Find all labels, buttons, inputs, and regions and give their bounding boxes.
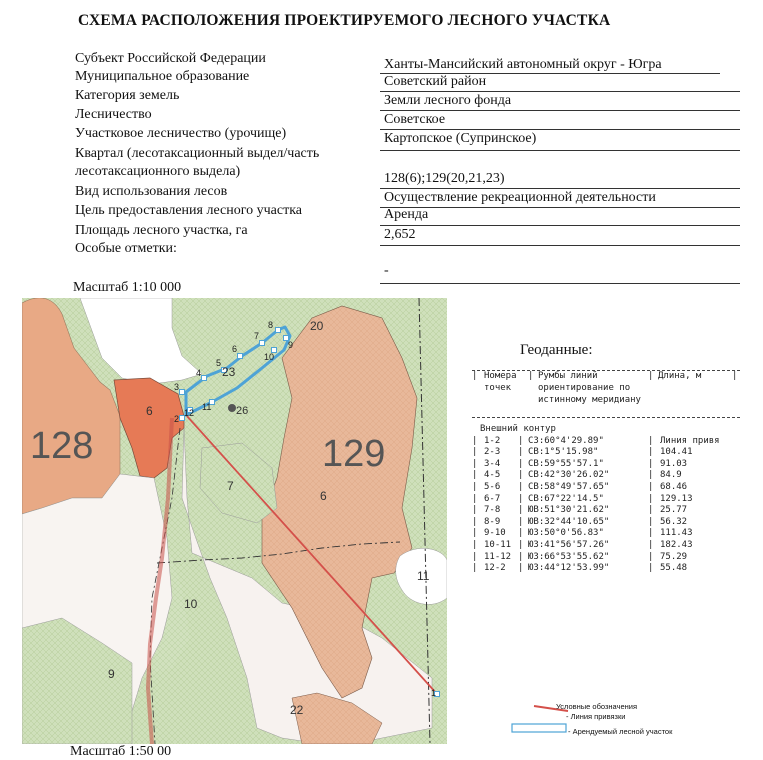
bar: | <box>472 458 478 469</box>
boundary-point-label: 2 <box>174 414 180 424</box>
segment-cell: 3-4 <box>484 458 501 469</box>
geodata-row <box>472 540 740 552</box>
underline <box>380 207 740 208</box>
geodata-table <box>472 370 740 575</box>
geodata-row <box>472 505 740 517</box>
segment-cell: 5-6 <box>484 481 501 492</box>
bar: | <box>648 563 654 574</box>
bar: | <box>648 447 654 458</box>
geodata-row <box>472 459 740 471</box>
bar: | <box>472 371 478 381</box>
segment-cell: 6-7 <box>484 493 501 504</box>
bar: | <box>518 481 524 492</box>
length-cell: 129.13 <box>660 493 693 504</box>
legend-area-label: - Арендуемый лесной участок <box>568 727 673 736</box>
bar: | <box>518 493 524 504</box>
underline <box>380 245 740 246</box>
underline <box>380 150 740 151</box>
document-title: СХЕМА РАСПОЛОЖЕНИЯ ПРОЕКТИРУЕМОГО ЛЕСНОГО УЧАСТКА <box>78 12 611 29</box>
geodata-row <box>472 552 740 564</box>
rumb-cell: СВ:58°49'57.65" <box>528 481 610 492</box>
bar: | <box>528 371 534 381</box>
legend-title: Условные обозначения <box>556 702 638 711</box>
plot-label-10: 10 <box>184 597 198 611</box>
length-cell: 25.77 <box>660 505 688 516</box>
boundary-point-label: 11 <box>202 402 212 412</box>
plot-label-26: 26 <box>236 405 249 417</box>
header-col2-line1: Румбы линий <box>538 371 598 381</box>
length-cell: 68.46 <box>660 481 688 492</box>
geodata-row <box>472 447 740 459</box>
underline <box>380 283 740 284</box>
bar: | <box>648 539 654 550</box>
marker-26 <box>228 404 236 412</box>
boundary-point-label: 7 <box>254 331 260 341</box>
bar: | <box>518 551 524 562</box>
bar: | <box>518 563 524 574</box>
bar: | <box>472 516 478 527</box>
bar: | <box>472 470 478 481</box>
length-cell: 111.43 <box>660 528 693 539</box>
label-forestry: Лесничество <box>75 107 152 122</box>
boundary-point-marker <box>260 341 265 346</box>
bar: | <box>648 458 654 469</box>
bar: | <box>472 481 478 492</box>
value-area: 2,652 <box>384 227 416 242</box>
bar: | <box>518 447 524 458</box>
geodata-row <box>472 494 740 506</box>
bar: | <box>648 371 654 381</box>
legend-area-swatch <box>512 724 566 732</box>
label-special-notes: Особые отметки: <box>75 241 177 256</box>
value-use-type: Осуществление рекреационной деятельности <box>384 190 656 205</box>
plot-label-6-west: 6 <box>146 404 153 418</box>
label-quarter-cont: лесотаксационного выдела) <box>75 164 241 179</box>
value-municipality: Советский район <box>384 74 487 89</box>
bar: | <box>518 470 524 481</box>
boundary-point-marker <box>202 376 207 381</box>
plot-label-23: 23 <box>222 365 236 379</box>
length-cell: 84.9 <box>660 470 682 481</box>
header-col2-line2: ориентирование по <box>538 383 631 393</box>
quarter-label-128: 128 <box>30 425 94 467</box>
bar: | <box>648 551 654 562</box>
value-forestry: Советское <box>384 112 446 127</box>
rumb-cell: СВ:42°30'26.02" <box>528 470 610 481</box>
quarter-label-129: 129 <box>322 433 386 475</box>
length-cell: 56.32 <box>660 516 688 527</box>
legend-line-label: - Линия привязки <box>566 712 626 721</box>
boundary-point-marker <box>276 328 281 333</box>
geodata-row <box>472 482 740 494</box>
boundary-point-label: 1 <box>431 688 437 698</box>
geodata-row <box>472 470 740 482</box>
bar: | <box>518 435 524 446</box>
boundary-point-label: 8 <box>268 320 274 330</box>
boundary-point-marker <box>238 354 243 359</box>
value-purpose: Аренда <box>384 207 429 222</box>
plot-label-11: 11 <box>417 569 430 583</box>
bar: | <box>648 528 654 539</box>
rumb-cell: ЮВ:32°44'10.65" <box>528 516 610 527</box>
scale-bottom: Масштаб 1:50 00 <box>70 744 172 759</box>
length-cell: 91.03 <box>660 458 688 469</box>
bar: | <box>518 516 524 527</box>
label-municipality: Муниципальное образование <box>75 69 250 84</box>
label-land-category: Категория земель <box>75 88 180 103</box>
bar: | <box>472 435 478 446</box>
segment-cell: 12-2 <box>484 563 506 574</box>
bar: | <box>518 539 524 550</box>
bar: | <box>648 516 654 527</box>
rumb-cell: СВ:1°5'15.98" <box>528 447 599 458</box>
plot-label-7: 7 <box>227 479 234 493</box>
header-col2-line3: истинному меридиану <box>538 395 641 405</box>
value-quarter: 128(6);129(20,21,23) <box>384 171 505 186</box>
value-district-forestry: Картопское (Супринское) <box>384 131 537 146</box>
bar: | <box>648 505 654 516</box>
label-area: Площадь лесного участка, га <box>75 223 248 238</box>
segment-cell: 10-11 <box>484 539 512 550</box>
bar: | <box>472 563 478 574</box>
plot-label-20: 20 <box>310 319 324 333</box>
header-col1-line1: Номера <box>484 371 517 381</box>
length-cell: 55.48 <box>660 563 688 574</box>
boundary-point-label: 4 <box>196 368 202 378</box>
boundary-point-label: 3 <box>174 382 180 392</box>
bar: | <box>648 481 654 492</box>
bar: | <box>472 539 478 550</box>
value-subject: Ханты-Мансийский автономный округ - Югра <box>384 57 662 72</box>
length-cell: 182.43 <box>660 539 693 550</box>
length-cell: 104.41 <box>660 447 693 458</box>
rumb-cell: ЮЗ:44°12'53.99" <box>528 563 610 574</box>
rumb-cell: СВ:59°55'57.1" <box>528 458 604 469</box>
label-purpose: Цель предоставления лесного участка <box>75 203 302 218</box>
length-cell: Линия привя <box>660 435 720 446</box>
segment-cell: 9-10 <box>484 528 506 539</box>
geodata-rows <box>472 436 740 575</box>
segment-cell: 1-2 <box>484 435 501 446</box>
boundary-point-marker <box>180 390 185 395</box>
rumb-cell: ЮВ:51°30'21.62" <box>528 505 610 516</box>
segment-cell: 4-5 <box>484 470 501 481</box>
bar: | <box>648 493 654 504</box>
geodata-row <box>472 563 740 575</box>
segment-cell: 11-12 <box>484 551 512 562</box>
bar: | <box>518 505 524 516</box>
bar: | <box>518 528 524 539</box>
segment-cell: 2-3 <box>484 447 501 458</box>
bar: | <box>472 505 478 516</box>
underline <box>380 225 740 226</box>
rumb-cell: СВ:67°22'14.5" <box>528 493 604 504</box>
segment-cell: 8-9 <box>484 516 501 527</box>
scale-top: Масштаб 1:10 000 <box>73 280 182 295</box>
bar: | <box>518 458 524 469</box>
geodata-row <box>472 517 740 529</box>
bar: | <box>648 435 654 446</box>
header-col3-line1: Длина, м <box>658 371 702 381</box>
geodata-section: Внешний контур <box>480 424 556 434</box>
geodata-row <box>472 528 740 540</box>
rumb-cell: ЮЗ:41°56'57.26" <box>528 539 610 550</box>
boundary-point-label: 10 <box>264 352 275 362</box>
bar: | <box>648 470 654 481</box>
header-col1-line2: точек <box>484 383 512 393</box>
rumb-cell: ЮЗ:50°0'56.83" <box>528 528 604 539</box>
value-special-notes: - <box>384 263 389 278</box>
bar: | <box>732 371 738 381</box>
label-quarter: Квартал (лесотаксационный выдел/часть <box>75 146 320 161</box>
bar: | <box>472 493 478 504</box>
boundary-point-label: 5 <box>216 358 222 368</box>
rumb-cell: ЮЗ:66°53'55.62" <box>528 551 610 562</box>
boundary-point-label: 9 <box>288 340 294 350</box>
geodata-row <box>472 436 740 448</box>
geodata-title: Геоданные: <box>520 342 593 358</box>
plot-label-22: 22 <box>290 703 304 717</box>
value-land-category: Земли лесного фонда <box>384 93 512 108</box>
length-cell: 75.29 <box>660 551 688 562</box>
rumb-cell: СЗ:60°4'29.89" <box>528 435 604 446</box>
forest-map <box>22 298 447 744</box>
label-use-type: Вид использования лесов <box>75 184 228 199</box>
geodata-header <box>472 370 740 418</box>
plot-label-9: 9 <box>108 667 115 681</box>
plot-label-6-east: 6 <box>320 489 327 503</box>
boundary-point-label: 6 <box>232 344 238 354</box>
label-subject: Субъект Российской Федерации <box>75 51 266 66</box>
bar: | <box>472 551 478 562</box>
segment-cell: 7-8 <box>484 505 501 516</box>
bar: | <box>472 528 478 539</box>
boundary-point-label: 12 <box>184 408 195 418</box>
bar: | <box>472 447 478 458</box>
label-district-forestry: Участковое лесничество (урочище) <box>75 126 287 141</box>
